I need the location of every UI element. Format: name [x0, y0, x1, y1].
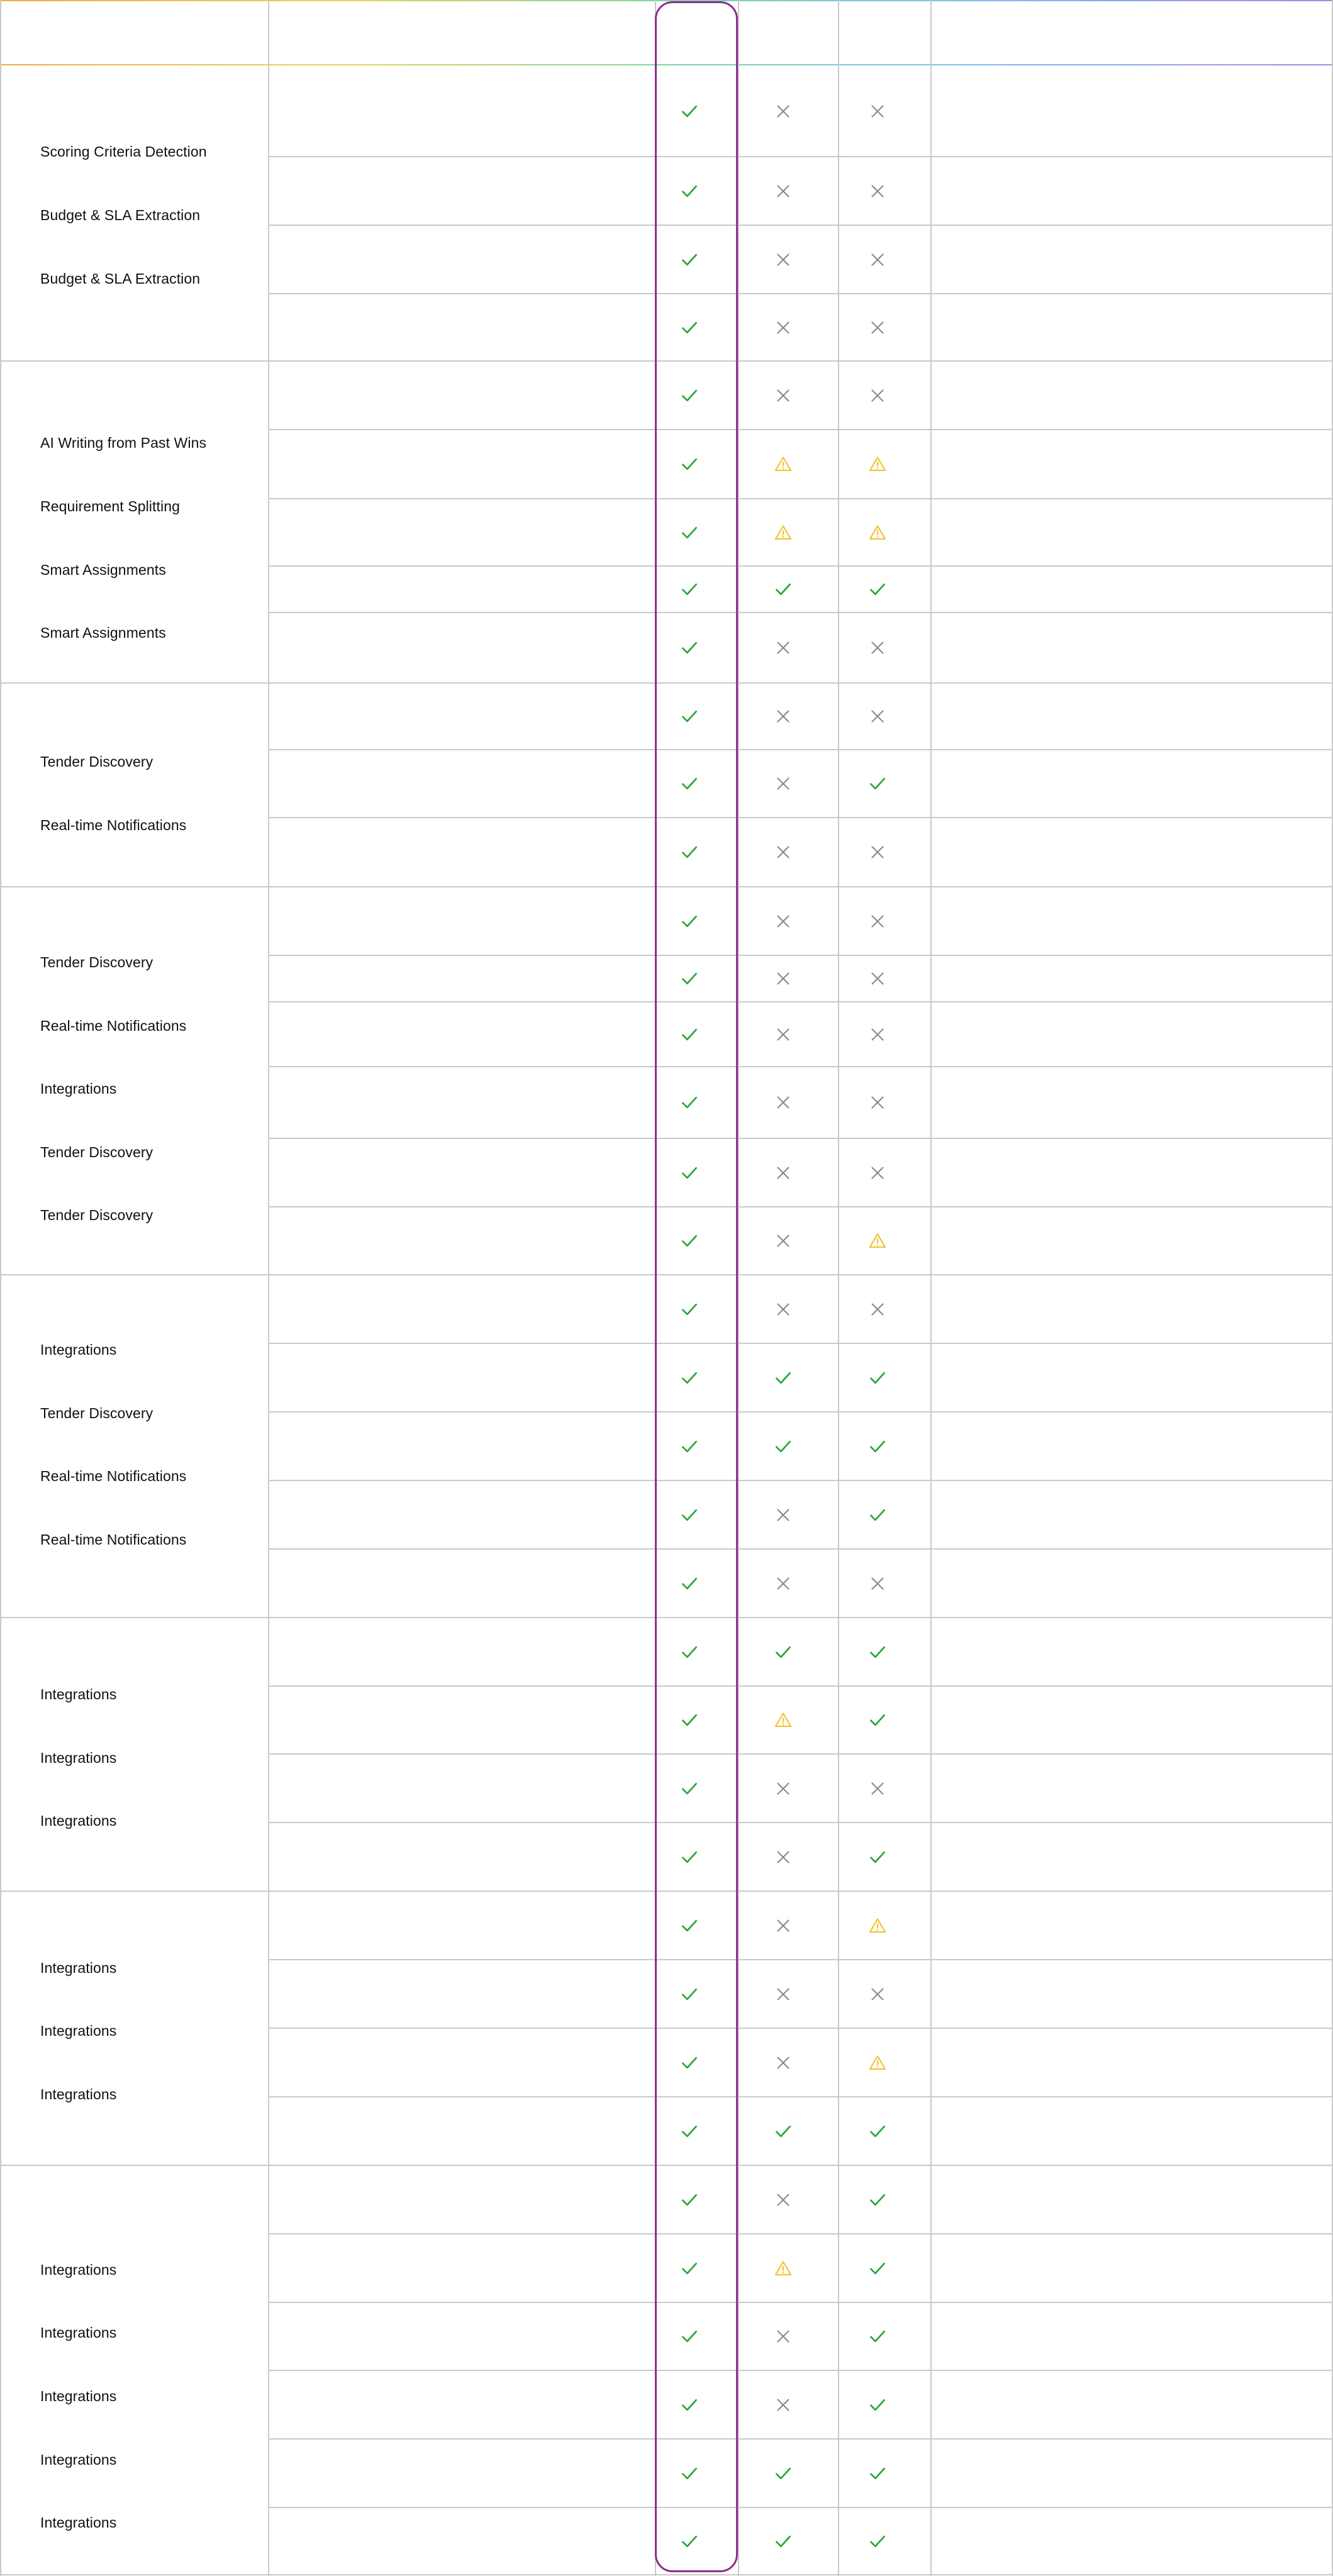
check-icon	[772, 2531, 794, 2552]
column-divider	[268, 0, 269, 2576]
cross-icon	[772, 1504, 794, 1526]
check-icon	[679, 1915, 700, 1936]
cross-icon	[772, 1846, 794, 1868]
check-icon	[867, 1436, 888, 1457]
warning-icon	[772, 1709, 794, 1731]
cross-icon	[867, 911, 888, 932]
cross-icon	[772, 249, 794, 270]
check-icon	[867, 1367, 888, 1389]
warning-icon	[867, 522, 888, 543]
check-icon	[679, 1573, 700, 1594]
check-icon	[679, 101, 700, 122]
check-icon	[679, 1162, 700, 1184]
check-icon	[679, 2052, 700, 2074]
feature-group	[0, 1618, 268, 1891]
feature-group	[0, 361, 268, 683]
feature-label: Smart Assignments	[40, 625, 166, 641]
check-icon	[867, 2258, 888, 2279]
check-icon	[679, 249, 700, 270]
cross-icon	[867, 968, 888, 989]
check-icon	[679, 1230, 700, 1252]
feature-label: AI Writing from Past Wins	[40, 435, 207, 451]
cross-icon	[772, 101, 794, 122]
row-divider	[268, 156, 1333, 157]
cross-icon	[772, 706, 794, 727]
row-divider	[268, 2370, 1333, 2371]
column-divider	[838, 0, 839, 2576]
cross-icon	[867, 706, 888, 727]
check-icon	[867, 773, 888, 794]
check-icon	[679, 1846, 700, 1868]
cross-icon	[772, 317, 794, 338]
row-divider	[268, 2507, 1333, 2508]
row-divider	[268, 2096, 1333, 2097]
cross-icon	[772, 180, 794, 202]
cross-icon	[772, 1230, 794, 1252]
feature-label: Real-time Notifications	[40, 1531, 187, 1548]
row-divider	[268, 225, 1333, 226]
cross-icon	[867, 1024, 888, 1045]
cross-icon	[772, 1573, 794, 1594]
cross-icon	[772, 2052, 794, 2074]
row-divider	[268, 1138, 1333, 1139]
feature-label: Smart Assignments	[40, 562, 166, 578]
cross-icon	[772, 2189, 794, 2211]
check-icon	[679, 453, 700, 475]
check-icon	[679, 2463, 700, 2484]
feature-group	[0, 1891, 268, 2165]
feature-label: Integrations	[40, 1686, 117, 1702]
check-icon	[679, 2121, 700, 2142]
cross-icon	[772, 773, 794, 794]
cross-icon	[772, 911, 794, 932]
feature-label: Budget & SLA Extraction	[40, 207, 201, 223]
feature-label: Tender Discovery	[40, 1405, 153, 1421]
header-notes	[930, 0, 1333, 65]
cross-icon	[867, 841, 888, 863]
cross-icon	[772, 1092, 794, 1113]
check-icon	[679, 637, 700, 658]
check-icon	[772, 579, 794, 600]
feature-label: Integrations	[40, 1080, 117, 1097]
check-icon	[867, 2394, 888, 2416]
check-icon	[867, 2189, 888, 2211]
feature-label: Integrations	[40, 2388, 117, 2404]
feature-label: Tender Discovery	[40, 1144, 153, 1160]
warning-icon	[867, 1230, 888, 1252]
feature-label: Integrations	[40, 1750, 117, 1766]
check-icon	[679, 2531, 700, 2552]
check-icon	[679, 1504, 700, 1526]
row-divider	[268, 817, 1333, 818]
check-icon	[679, 1709, 700, 1731]
check-icon	[679, 1299, 700, 1320]
cross-icon	[867, 1162, 888, 1184]
row-divider	[268, 749, 1333, 750]
feature-label: Integrations	[40, 2324, 117, 2341]
row-divider	[268, 1411, 1333, 1413]
cross-icon	[772, 385, 794, 406]
row-divider	[268, 1066, 1333, 1067]
feature-label: Integrations	[40, 2451, 117, 2468]
header-product-a	[655, 0, 738, 65]
feature-label: Requirement Splitting	[40, 498, 180, 514]
feature-label: Integrations	[40, 2023, 117, 2039]
check-icon	[679, 2394, 700, 2416]
cross-icon	[867, 637, 888, 658]
warning-icon	[772, 522, 794, 543]
feature-label: Scoring Criteria Detection	[40, 143, 207, 160]
warning-icon	[867, 2052, 888, 2074]
row-divider	[268, 2233, 1333, 2235]
warning-icon	[772, 453, 794, 475]
feature-label: Integrations	[40, 2262, 117, 2278]
row-divider	[268, 1206, 1333, 1208]
header-row	[0, 0, 1333, 65]
check-icon	[679, 841, 700, 863]
check-icon	[679, 180, 700, 202]
check-icon	[772, 1641, 794, 1663]
row-divider	[268, 1548, 1333, 1550]
feature-group	[0, 887, 268, 1275]
cross-icon	[772, 968, 794, 989]
check-icon	[772, 1367, 794, 1389]
check-icon	[867, 1504, 888, 1526]
check-icon	[679, 706, 700, 727]
row-divider	[268, 2302, 1333, 2303]
check-icon	[679, 1092, 700, 1113]
cross-icon	[867, 249, 888, 270]
check-icon	[867, 2326, 888, 2347]
cross-icon	[772, 1984, 794, 2005]
check-icon	[772, 2121, 794, 2142]
cross-icon	[867, 101, 888, 122]
check-icon	[679, 1024, 700, 1045]
row-divider	[268, 1822, 1333, 1823]
cross-icon	[772, 2326, 794, 2347]
row-divider	[268, 1001, 1333, 1002]
column-divider	[930, 0, 932, 2576]
cross-icon	[772, 2394, 794, 2416]
cross-icon	[867, 1573, 888, 1594]
warning-icon	[867, 453, 888, 475]
row-divider	[268, 1753, 1333, 1755]
check-icon	[679, 2189, 700, 2211]
check-icon	[679, 1436, 700, 1457]
cross-icon	[772, 1162, 794, 1184]
check-icon	[679, 522, 700, 543]
check-icon	[679, 1367, 700, 1389]
feature-label: Real-time Notifications	[40, 1018, 187, 1034]
cross-icon	[867, 1299, 888, 1320]
feature-label: Integrations	[40, 1813, 117, 1829]
check-icon	[679, 911, 700, 932]
feature-label: Integrations	[40, 2086, 117, 2102]
header-feature	[0, 0, 268, 65]
warning-icon	[772, 2258, 794, 2279]
check-icon	[679, 2258, 700, 2279]
check-icon	[679, 1641, 700, 1663]
check-icon	[867, 2121, 888, 2142]
row-divider	[268, 612, 1333, 613]
feature-group	[0, 2165, 268, 2575]
cross-icon	[867, 1092, 888, 1113]
feature-label: Tender Discovery	[40, 954, 153, 970]
row-divider	[268, 955, 1333, 956]
cross-icon	[772, 1778, 794, 1799]
check-icon	[679, 385, 700, 406]
check-icon	[679, 773, 700, 794]
cross-icon	[772, 841, 794, 863]
check-icon	[679, 317, 700, 338]
cross-icon	[867, 1778, 888, 1799]
check-icon	[679, 1984, 700, 2005]
row-divider	[268, 2438, 1333, 2440]
feature-label: Integrations	[40, 2514, 117, 2531]
row-divider	[268, 498, 1333, 499]
check-icon	[867, 2531, 888, 2552]
column-divider	[738, 0, 739, 2576]
row-divider	[268, 293, 1333, 294]
feature-label: Tender Discovery	[40, 753, 153, 770]
feature-label: Tender Discovery	[40, 1207, 153, 1223]
feature-label: Integrations	[40, 1960, 117, 1976]
feature-label: Real-time Notifications	[40, 817, 187, 833]
check-icon	[867, 1709, 888, 1731]
feature-label: Real-time Notifications	[40, 1468, 187, 1484]
row-divider	[268, 1685, 1333, 1687]
row-divider	[268, 1480, 1333, 1481]
check-icon	[679, 579, 700, 600]
row-divider	[268, 1343, 1333, 1344]
check-icon	[772, 1436, 794, 1457]
cross-icon	[867, 385, 888, 406]
feature-label: Integrations	[40, 1341, 117, 1358]
row-divider	[268, 565, 1333, 567]
check-icon	[867, 579, 888, 600]
cross-icon	[772, 1299, 794, 1320]
cross-icon	[867, 317, 888, 338]
check-icon	[867, 1641, 888, 1663]
header-product-b	[738, 0, 838, 65]
feature-group	[0, 1275, 268, 1618]
cross-icon	[772, 1024, 794, 1045]
warning-icon	[867, 1915, 888, 1936]
check-icon	[679, 968, 700, 989]
header-description	[268, 0, 655, 65]
cross-icon	[867, 1984, 888, 2005]
row-divider	[268, 1959, 1333, 1960]
column-divider	[655, 0, 656, 2576]
header-product-c	[838, 0, 930, 65]
check-icon	[867, 1846, 888, 1868]
row-divider	[268, 429, 1333, 430]
check-icon	[679, 1778, 700, 1799]
cross-icon	[772, 637, 794, 658]
feature-label: Budget & SLA Extraction	[40, 270, 201, 287]
row-divider	[268, 2028, 1333, 2029]
check-icon	[772, 2463, 794, 2484]
cross-icon	[867, 180, 888, 202]
cross-icon	[772, 1915, 794, 1936]
feature-group	[0, 683, 268, 887]
check-icon	[679, 2326, 700, 2347]
feature-group	[0, 65, 268, 361]
check-icon	[867, 2463, 888, 2484]
